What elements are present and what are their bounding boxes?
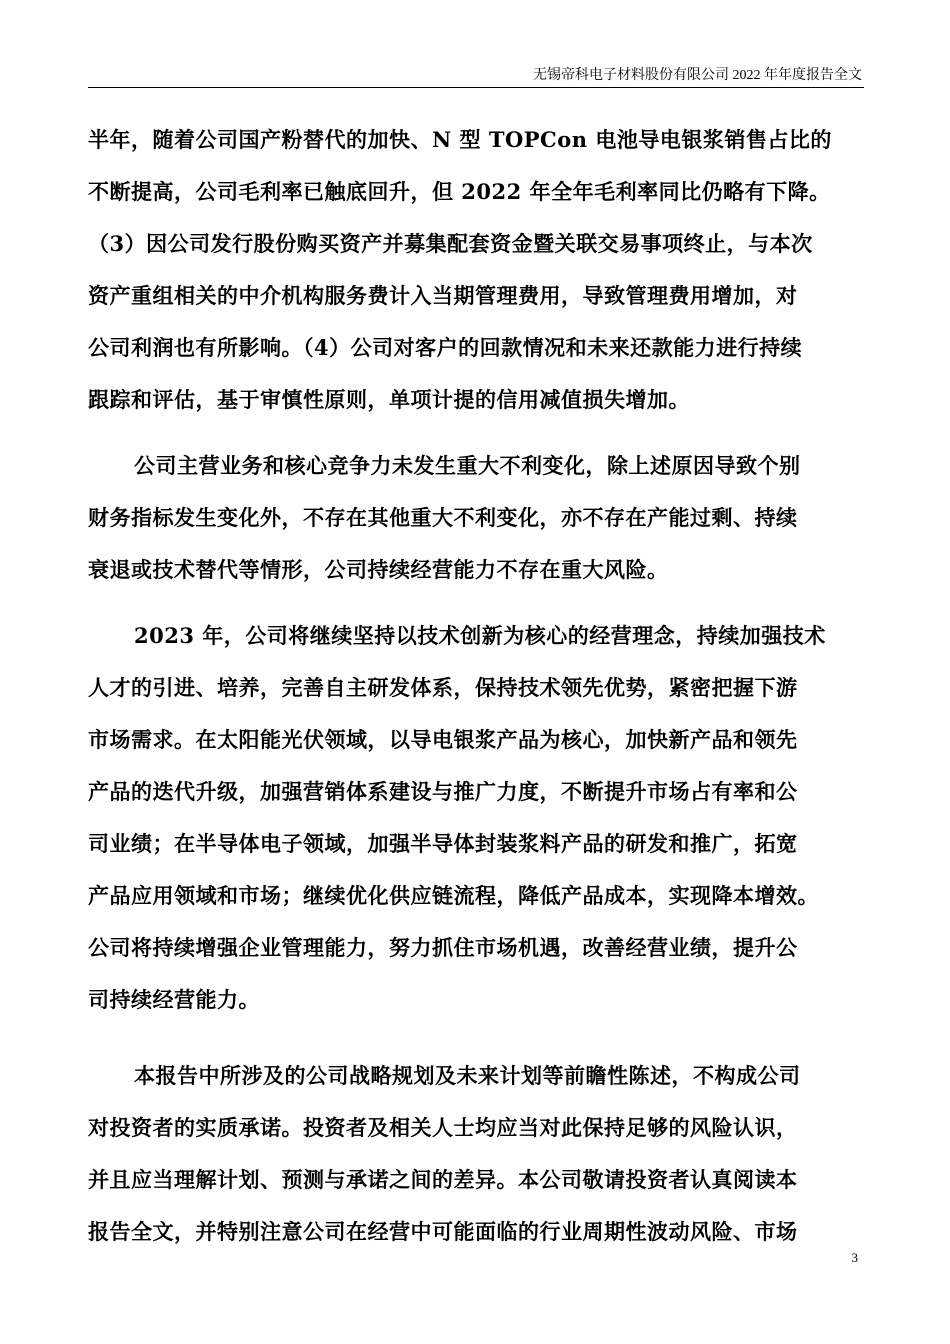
paragraph-line: 报告全文，并特别注意公司在经营中可能面临的行业周期性波动风险、市场 [88,1219,798,1244]
report-body [88,114,850,1258]
paragraph-2 [88,440,850,596]
paragraph-line: 产品应用领域和市场；继续优化供应链流程，降低产品成本，实现降本增效。 [88,883,819,908]
paragraph-line: 司业绩；在半导体电子领域，加强半导体封装浆料产品的研发和推广，拓宽 [88,831,798,856]
paragraph-line: 衰退或技术替代等情形，公司持续经营能力不存在重大风险。 [88,557,669,582]
paragraph-line: 市场需求。在太阳能光伏领域，以导电银浆产品为核心，加快新产品和领先 [88,727,798,752]
paragraph-line: 不断提高，公司毛利率已触底回升，但 2022 年全年毛利率同比仍略有下降。 [88,179,831,204]
paragraph-line: 并且应当理解计划、预测与承诺之间的差异。本公司敬请投资者认真阅读本 [88,1167,798,1192]
paragraph-line: 本报告中所涉及的公司战略规划及未来计划等前瞻性陈述，不构成公司 [134,1063,801,1088]
paragraph-line: 跟踪和评估，基于审慎性原则，单项计提的信用减值损失增加。 [88,387,690,412]
header-divider [88,87,864,88]
paragraph-line: 资产重组相关的中介机构服务费计入当期管理费用，导致管理费用增加，对 [88,283,798,308]
paragraph-line: 公司利润也有所影响。（4）公司对客户的回款情况和未来还款能力进行持续 [88,335,803,360]
paragraph-1 [88,114,850,426]
page-number: 3 [851,1250,858,1265]
paragraph-line: 司持续经营能力。 [88,987,260,1012]
paragraph-line: 对投资者的实质承诺。投资者及相关人士均应当对此保持足够的风险认识， [88,1115,798,1140]
paragraph-line: 财务指标发生变化外，不存在其他重大不利变化，亦不存在产能过剩、持续 [88,505,798,530]
paragraph-line: （3）因公司发行股份购买资产并募集配套资金暨关联交易事项终止，与本次 [88,231,813,256]
paragraph-line: 人才的引进、培养，完善自主研发体系，保持技术领先优势，紧密把握下游 [88,675,798,700]
report-header-title: 无锡帝科电子材料股份有限公司 2022 年年度报告全文 [533,68,862,83]
paragraph-3 [88,610,850,1026]
paragraph-line: 2023 年，公司将继续坚持以技术创新为核心的经营理念，持续加强技术 [134,623,826,648]
paragraph-line: 公司主营业务和核心竞争力未发生重大不利变化，除上述原因导致个别 [134,453,801,478]
paragraph-line: 半年，随着公司国产粉替代的加快、N 型 TOPCon 电池导电银浆销售占比的 [88,127,832,152]
paragraph-line: 产品的迭代升级，加强营销体系建设与推广力度，不断提升市场占有率和公 [88,779,798,804]
paragraph-4 [88,1050,850,1258]
paragraph-line: 公司将持续增强企业管理能力，努力抓住市场机遇，改善经营业绩，提升公 [88,935,798,960]
